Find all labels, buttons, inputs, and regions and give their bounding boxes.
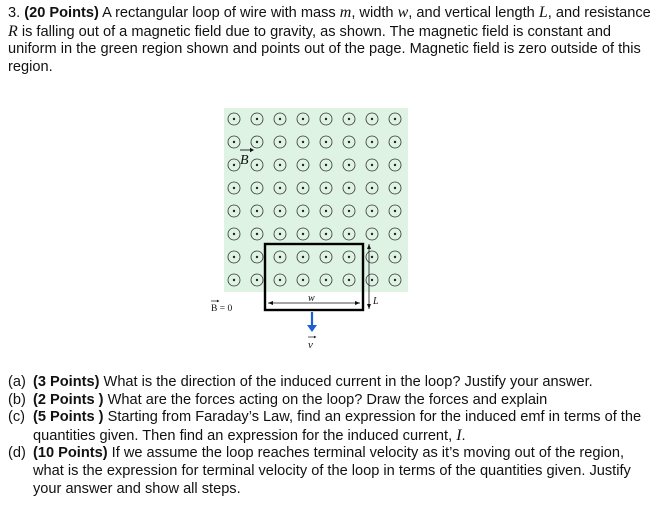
velocity-vector-arrow-icon bbox=[308, 336, 317, 338]
field-dot-center bbox=[256, 141, 258, 143]
field-dot-center bbox=[256, 233, 258, 235]
field-dot-center bbox=[256, 164, 258, 166]
question-points: (10 Points) bbox=[33, 445, 108, 462]
field-dot-center bbox=[279, 118, 281, 120]
problem-points: (20 Points) bbox=[24, 5, 99, 21]
field-dot-center bbox=[302, 164, 304, 166]
question-a bbox=[8, 374, 658, 392]
field-dot-center bbox=[394, 187, 396, 189]
field-dot-center bbox=[302, 279, 304, 281]
intro-text-2: , width bbox=[351, 5, 398, 21]
question-points: (5 Points ) bbox=[33, 409, 104, 426]
field-dot-center bbox=[302, 233, 304, 235]
field-dot-center bbox=[348, 256, 350, 258]
field-dot-center bbox=[371, 141, 373, 143]
zero-field-label: B = 0 bbox=[211, 304, 233, 314]
intro-text-3: , and vertical length bbox=[408, 5, 539, 21]
field-dot-center bbox=[256, 118, 258, 120]
question-label: (c) bbox=[8, 409, 26, 426]
field-dot-center bbox=[302, 256, 304, 258]
field-dot-center bbox=[394, 164, 396, 166]
field-dot-center bbox=[233, 256, 235, 258]
field-dot-center bbox=[371, 233, 373, 235]
field-dot-center bbox=[279, 187, 281, 189]
field-dot-center bbox=[302, 118, 304, 120]
question-text: If we assume the loop reaches terminal velocity as it’s moving out of the region, what is the expression for terminal velocity of the loop in terms of the quantities given. Justify your answer and show all steps. bbox=[33, 445, 631, 497]
field-dot-center bbox=[302, 187, 304, 189]
field-dot-center bbox=[371, 118, 373, 120]
field-dot-center bbox=[325, 187, 327, 189]
question-points: (3 Points) bbox=[33, 374, 100, 390]
field-dot-center bbox=[348, 279, 350, 281]
width-label: w bbox=[308, 293, 315, 304]
question-list bbox=[8, 374, 658, 498]
problem-statement bbox=[8, 4, 658, 76]
field-dot-center bbox=[325, 256, 327, 258]
question-tail: . bbox=[461, 427, 466, 444]
mass-symbol: m bbox=[339, 4, 352, 21]
field-dot-center bbox=[325, 279, 327, 281]
field-dot-center bbox=[348, 210, 350, 212]
loop-figure bbox=[200, 104, 420, 354]
field-dot-center bbox=[348, 141, 350, 143]
velocity-label: v bbox=[308, 339, 313, 351]
field-dot-center bbox=[233, 187, 235, 189]
field-dot-center bbox=[394, 256, 396, 258]
question-text: What is the direction of the induced current in the loop? Justify your answer. bbox=[99, 374, 593, 390]
question-c bbox=[8, 409, 658, 445]
length-symbol: L bbox=[538, 4, 548, 21]
field-dot-center bbox=[279, 210, 281, 212]
question-label: (b) bbox=[8, 391, 26, 408]
field-dot-center bbox=[279, 279, 281, 281]
field-dot-center bbox=[233, 164, 235, 166]
field-dot-center bbox=[279, 256, 281, 258]
field-dot-center bbox=[233, 233, 235, 235]
field-dot-center bbox=[325, 141, 327, 143]
problem-number: 3. bbox=[8, 5, 21, 21]
field-dot-center bbox=[325, 233, 327, 235]
field-dot-center bbox=[325, 118, 327, 120]
field-dot-center bbox=[394, 210, 396, 212]
field-dot-center bbox=[233, 279, 235, 281]
width-symbol: w bbox=[397, 4, 409, 21]
field-dot-center bbox=[325, 210, 327, 212]
field-dot-center bbox=[256, 279, 258, 281]
field-dot-center bbox=[233, 210, 235, 212]
intro-text-5: is falling out of a magnetic field due to gravity, as shown. The magnetic field is constant and uniform in the green region shown and points out of the page. Magnetic field is zero outside of this region. bbox=[8, 23, 641, 75]
field-dot-center bbox=[394, 118, 396, 120]
field-dot-center bbox=[371, 164, 373, 166]
length-label: L bbox=[373, 296, 379, 307]
field-dot-center bbox=[233, 118, 235, 120]
current-symbol: I bbox=[456, 426, 462, 444]
zero-field-vector-arrow-icon bbox=[211, 300, 220, 302]
question-label: (a) bbox=[8, 374, 26, 390]
question-b bbox=[8, 392, 658, 410]
field-dot-center bbox=[302, 141, 304, 143]
field-label: B bbox=[240, 153, 249, 168]
question-points: (2 Points ) bbox=[33, 391, 104, 408]
field-dot-center bbox=[371, 279, 373, 281]
field-dot-center bbox=[394, 233, 396, 235]
field-dot-center bbox=[394, 279, 396, 281]
field-dot-center bbox=[279, 164, 281, 166]
field-dot-center bbox=[348, 164, 350, 166]
field-dot-center bbox=[256, 187, 258, 189]
field-dot-center bbox=[302, 210, 304, 212]
intro-text-4: , and resistance bbox=[547, 5, 651, 21]
field-dot-center bbox=[348, 187, 350, 189]
field-dot-center bbox=[348, 118, 350, 120]
field-dot-center bbox=[325, 164, 327, 166]
intro-text-1: A rectangular loop of wire with mass bbox=[98, 5, 340, 21]
field-dot-center bbox=[256, 256, 258, 258]
velocity-arrow bbox=[307, 312, 317, 332]
question-text: What are the forces acting on the loop? Draw the forces and explain bbox=[103, 391, 548, 408]
question-label: (d) bbox=[8, 445, 26, 462]
field-dot-center bbox=[371, 187, 373, 189]
resistance-symbol: R bbox=[8, 22, 18, 40]
magnetic-field-region bbox=[224, 108, 408, 292]
field-dot-center bbox=[371, 256, 373, 258]
field-dot-center bbox=[371, 210, 373, 212]
field-dot-center bbox=[256, 210, 258, 212]
question-text: Starting from Faraday’s Law, find an expression for the induced emf in terms of the quantities given. Then find an expression for the induced current, bbox=[33, 409, 642, 444]
field-dot-center bbox=[348, 233, 350, 235]
field-dot-center bbox=[233, 141, 235, 143]
field-dot-center bbox=[279, 233, 281, 235]
field-dot-center bbox=[394, 141, 396, 143]
field-dot-center bbox=[279, 141, 281, 143]
question-d bbox=[8, 445, 658, 498]
